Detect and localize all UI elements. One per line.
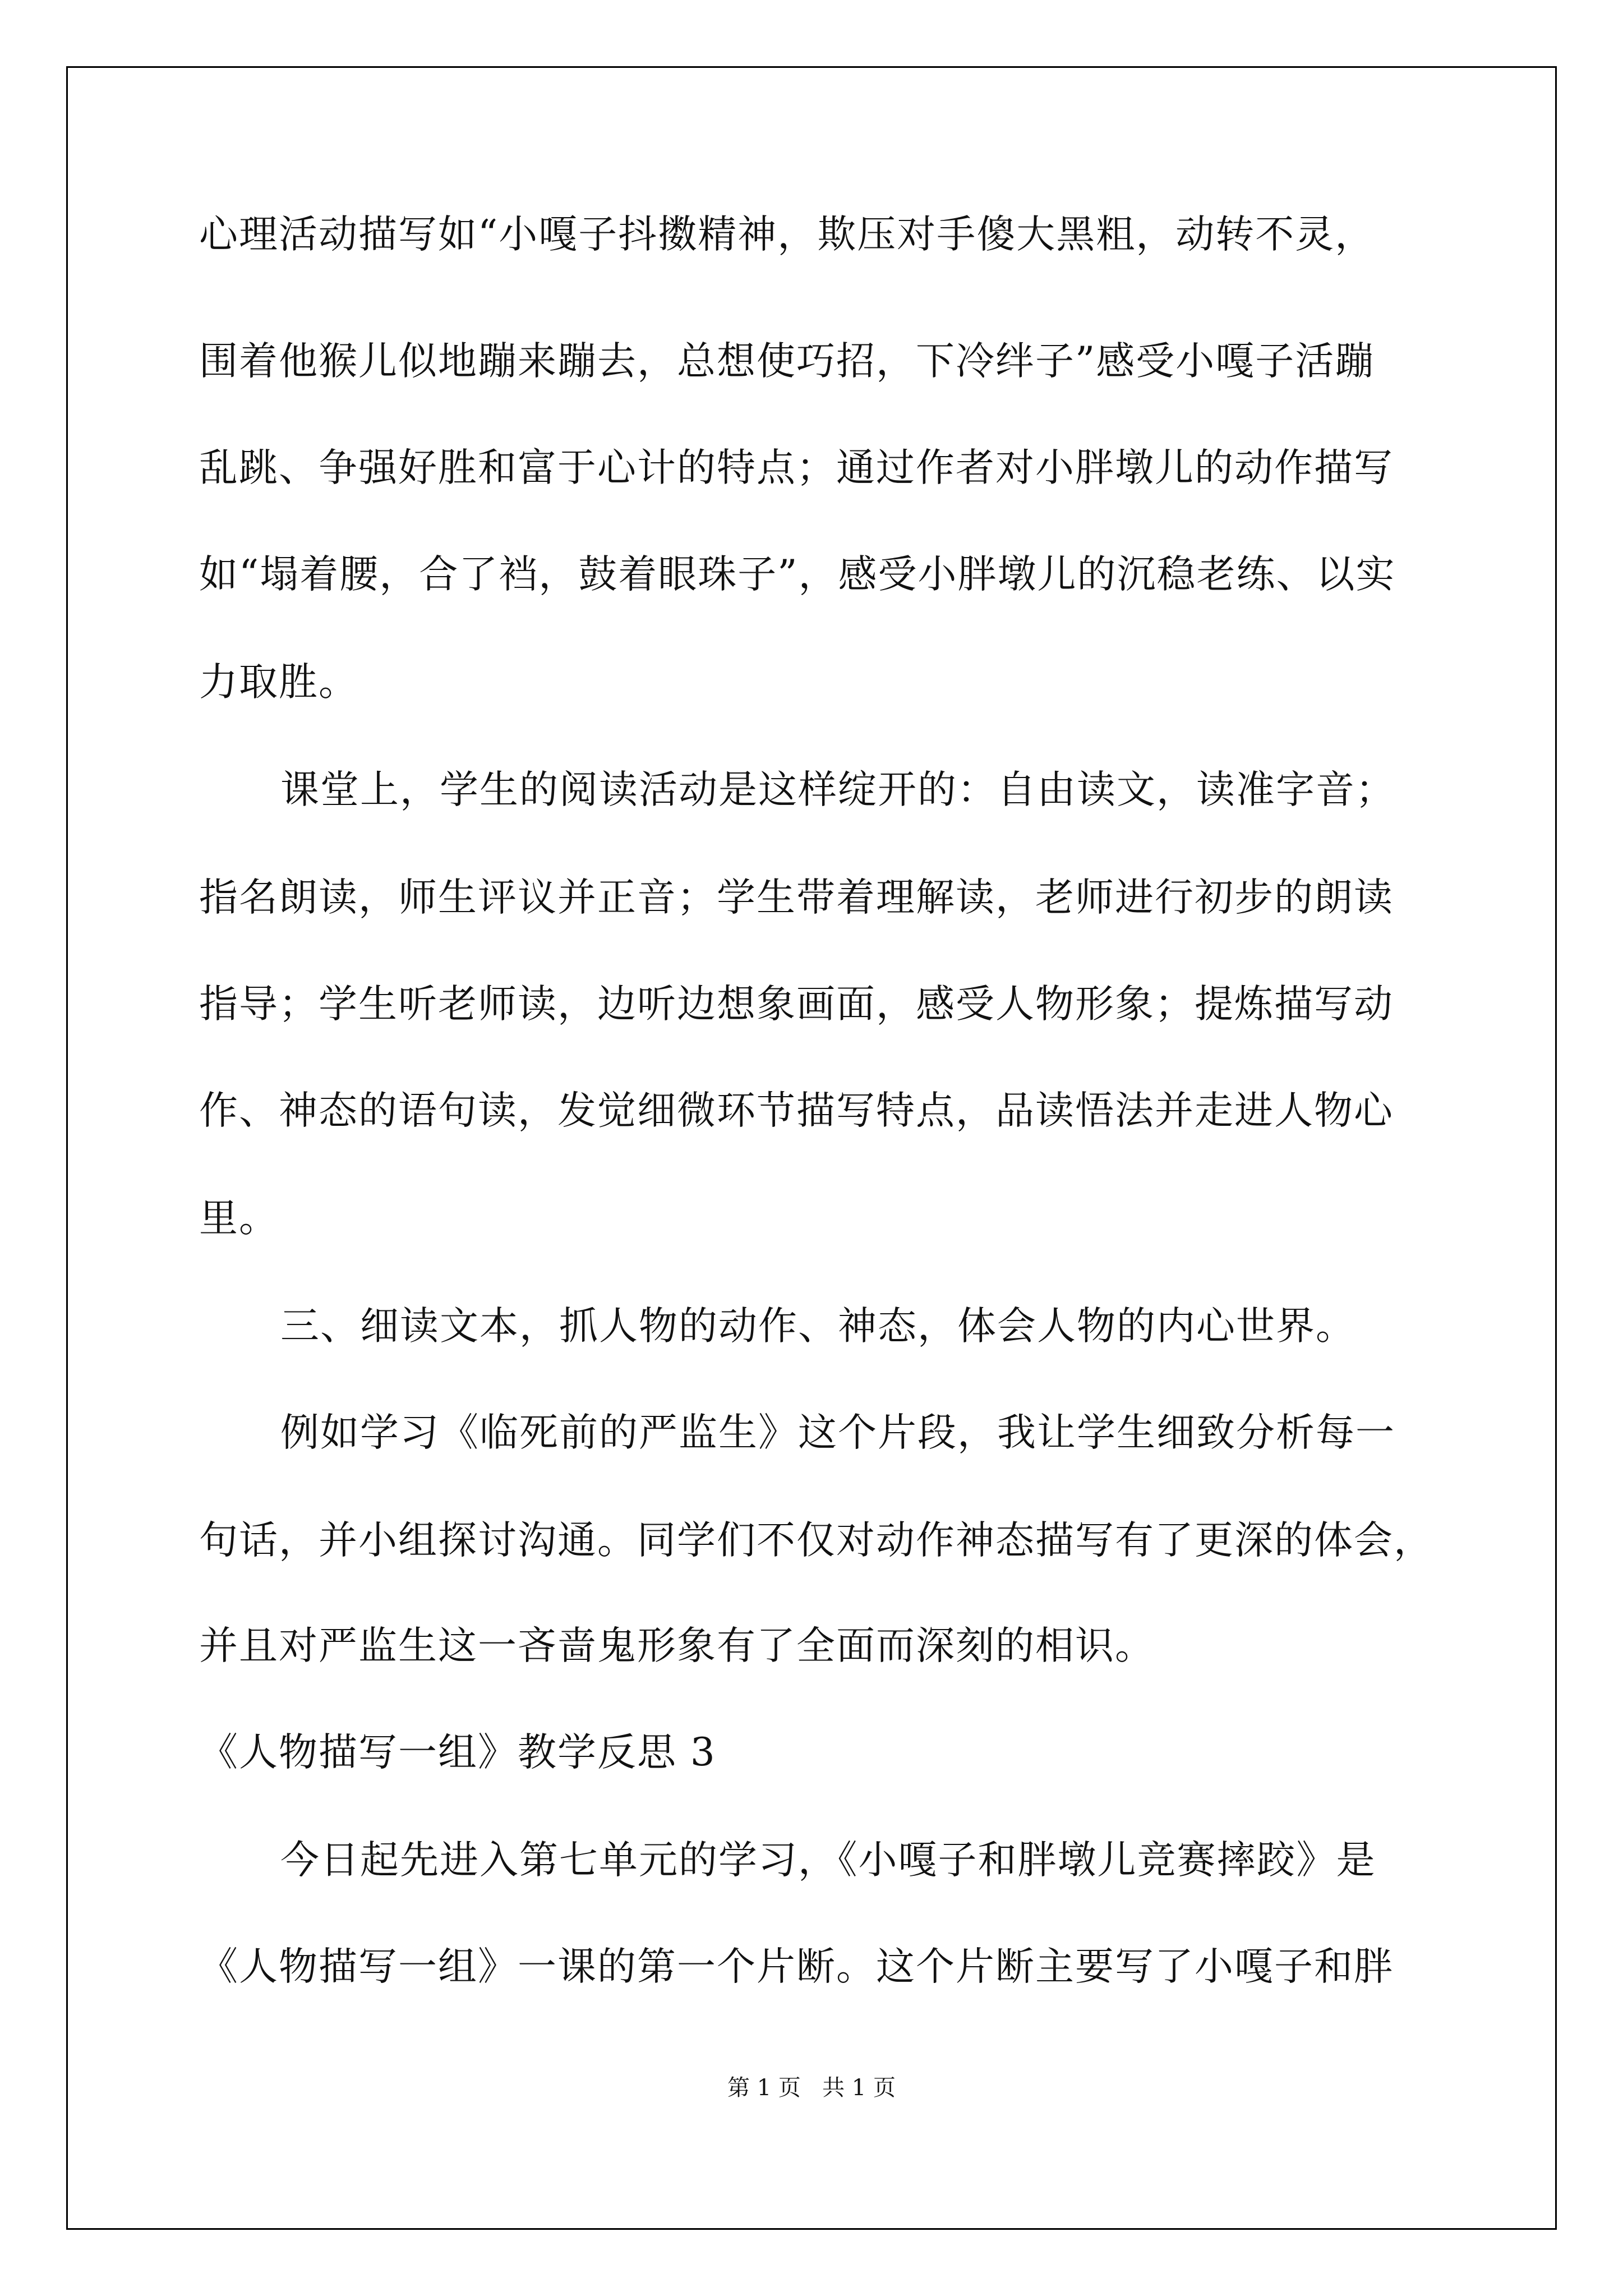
- text-line: 作、神态的语句读，发觉细微环节描写特点，品读悟法并走进人物心: [199, 1088, 1394, 1133]
- text-line: 力取胜。: [199, 660, 358, 705]
- paragraph-start-line: 课堂上，学生的阅读活动是这样绽开的：自由读文，读准字音；: [280, 767, 1395, 812]
- text-line: 指导；学生听老师读，边听边想象画面，感受人物形象；提炼描写动: [199, 982, 1394, 1027]
- text-line: 心理活动描写如“小嘎子抖擞精神，欺压对手傻大黑粗，动转不灵，: [199, 212, 1375, 257]
- text-line: 如“塌着腰，合了裆，鼓着眼珠子”，感受小胖墩儿的沉稳老练、以实: [199, 552, 1396, 597]
- page-number: 第 1 页 共 1 页: [727, 2075, 896, 2101]
- paragraph-start-line: 今日起先进入第七单元的学习，《小嘎子和胖墩儿竞赛摔跤》是: [280, 1838, 1376, 1883]
- text-line: 围着他猴儿似地蹦来蹦去，总想使巧招，下冷绊子”感受小嘎子活蹦: [199, 339, 1375, 384]
- text-line: 并且对严监生这一吝啬鬼形象有了全面而深刻的相识。: [199, 1623, 1155, 1668]
- section-heading: 《人物描写一组》教学反思 3: [199, 1730, 716, 1775]
- text-line: 句话，并小组探讨沟通。同学们不仅对动作神态描写有了更深的体会，: [199, 1518, 1433, 1563]
- paragraph-start-line: 例如学习《临死前的严监生》这个片段，我让学生细致分析每一: [280, 1410, 1395, 1455]
- text-line: 指名朗读，师生评议并正音；学生带着理解读，老师进行初步的朗读: [199, 875, 1394, 920]
- page-border: [66, 66, 1557, 2230]
- text-line: 乱跳、争强好胜和富于心计的特点；通过作者对小胖墩儿的动作描写: [199, 445, 1394, 490]
- text-line: 里。: [199, 1196, 279, 1241]
- paragraph-start-line: 三、细读文本，抓人物的动作、神态，体会人物的内心世界。: [280, 1304, 1355, 1349]
- text-line: 《人物描写一组》一课的第一个片断。这个片断主要写了小嘎子和胖: [199, 1944, 1394, 1989]
